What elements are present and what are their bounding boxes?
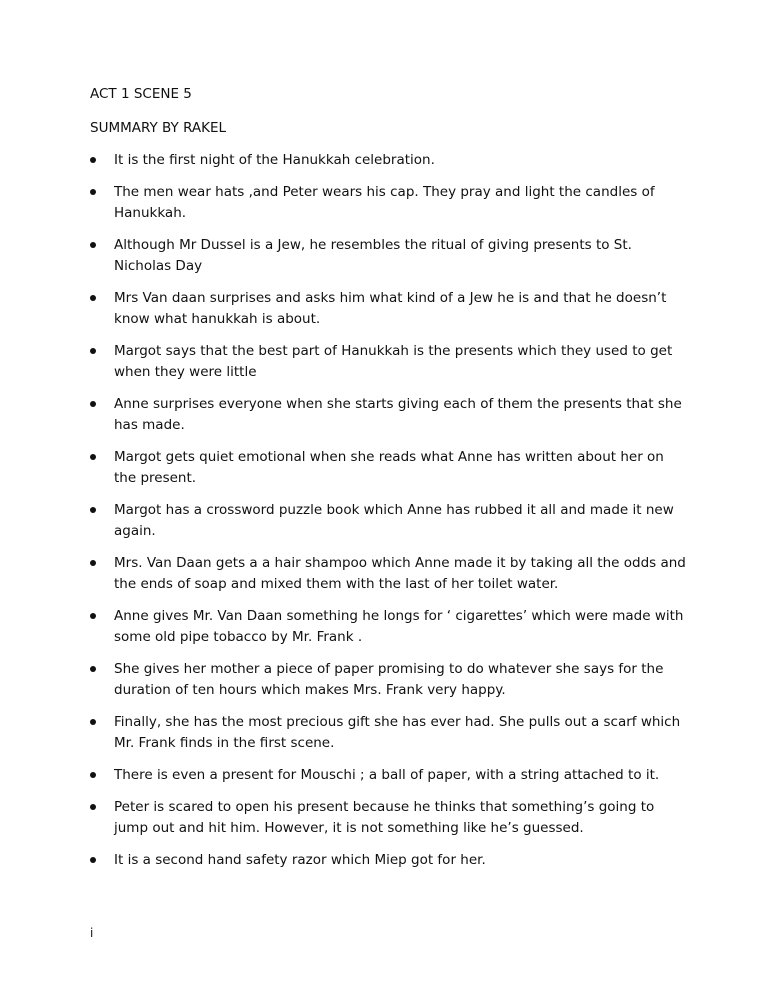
bullet-item xyxy=(0,797,768,839)
bullet-text: The men wear hats ,and Peter wears his cap. They pray and light the candles of Hanukkah. xyxy=(114,184,655,221)
bullet-item xyxy=(0,606,768,648)
bullet-text: Peter is scared to open his present because he thinks that something’s going to jump out and hit him. However, it is not something like he’s guessed. xyxy=(114,799,655,836)
bullet-item xyxy=(0,341,768,383)
bullet-dot-icon xyxy=(90,189,96,195)
bullet-text: She gives her mother a piece of paper promising to do whatever she says for the duration of ten hours which makes Mrs. Frank very happy. xyxy=(114,661,664,698)
bullet-dot-icon xyxy=(90,507,96,513)
bullet-item xyxy=(0,553,768,595)
page-number: i xyxy=(90,926,94,940)
bullet-dot-icon xyxy=(90,401,96,407)
bullet-dot-icon xyxy=(90,772,96,778)
bullet-item xyxy=(0,850,768,871)
bullet-item xyxy=(0,712,768,754)
bullet-dot-icon xyxy=(90,857,96,863)
document-subtitle: SUMMARY BY RAKEL xyxy=(90,120,227,136)
bullet-text: Finally, she has the most precious gift she has ever had. She pulls out a scarf which Mr. Frank finds in the first scene. xyxy=(114,714,681,751)
bullet-item xyxy=(0,447,768,489)
bullet-dot-icon xyxy=(90,613,96,619)
bullet-item xyxy=(0,500,768,542)
bullet-item xyxy=(0,394,768,436)
bullet-dot-icon xyxy=(90,804,96,810)
bullet-dot-icon xyxy=(90,157,96,163)
bullet-item xyxy=(0,150,768,171)
bullet-text: It is the first night of the Hanukkah celebration. xyxy=(114,152,435,168)
bullet-item xyxy=(0,182,768,224)
bullet-dot-icon xyxy=(90,295,96,301)
bullet-dot-icon xyxy=(90,242,96,248)
bullet-dot-icon xyxy=(90,666,96,672)
bullet-item xyxy=(0,765,768,786)
bullet-dot-icon xyxy=(90,454,96,460)
bullet-dot-icon xyxy=(90,348,96,354)
bullet-text: Margot says that the best part of Hanukkah is the presents which they used to get when they were little xyxy=(114,343,673,380)
bullet-text: Margot has a crossword puzzle book which Anne has rubbed it all and made it new again. xyxy=(114,502,674,539)
bullet-text: Mrs. Van Daan gets a a hair shampoo which Anne made it by taking all the odds and the ends of soap and mixed them with the last of her toilet water. xyxy=(114,555,686,592)
summary-bullet-list xyxy=(0,150,768,882)
bullet-dot-icon xyxy=(90,719,96,725)
bullet-text: Anne gives Mr. Van Daan something he longs for ‘ cigarettes’ which were made with some old pipe tobacco by Mr. Frank . xyxy=(114,608,684,645)
bullet-item xyxy=(0,235,768,277)
bullet-item xyxy=(0,659,768,701)
document-title: ACT 1 SCENE 5 xyxy=(90,86,192,102)
bullet-dot-icon xyxy=(90,560,96,566)
bullet-text: Anne surprises everyone when she starts giving each of them the presents that she has made. xyxy=(114,396,682,433)
bullet-text: It is a second hand safety razor which Miep got for her. xyxy=(114,852,486,868)
bullet-item xyxy=(0,288,768,330)
bullet-text: There is even a present for Mouschi ; a ball of paper, with a string attached to it. xyxy=(114,767,660,783)
bullet-text: Although Mr Dussel is a Jew, he resembles the ritual of giving presents to St. Nicholas Day xyxy=(114,237,632,274)
bullet-text: Margot gets quiet emotional when she reads what Anne has written about her on the present. xyxy=(114,449,664,486)
bullet-text: Mrs Van daan surprises and asks him what kind of a Jew he is and that he doesn’t know what hanukkah is about. xyxy=(114,290,667,327)
